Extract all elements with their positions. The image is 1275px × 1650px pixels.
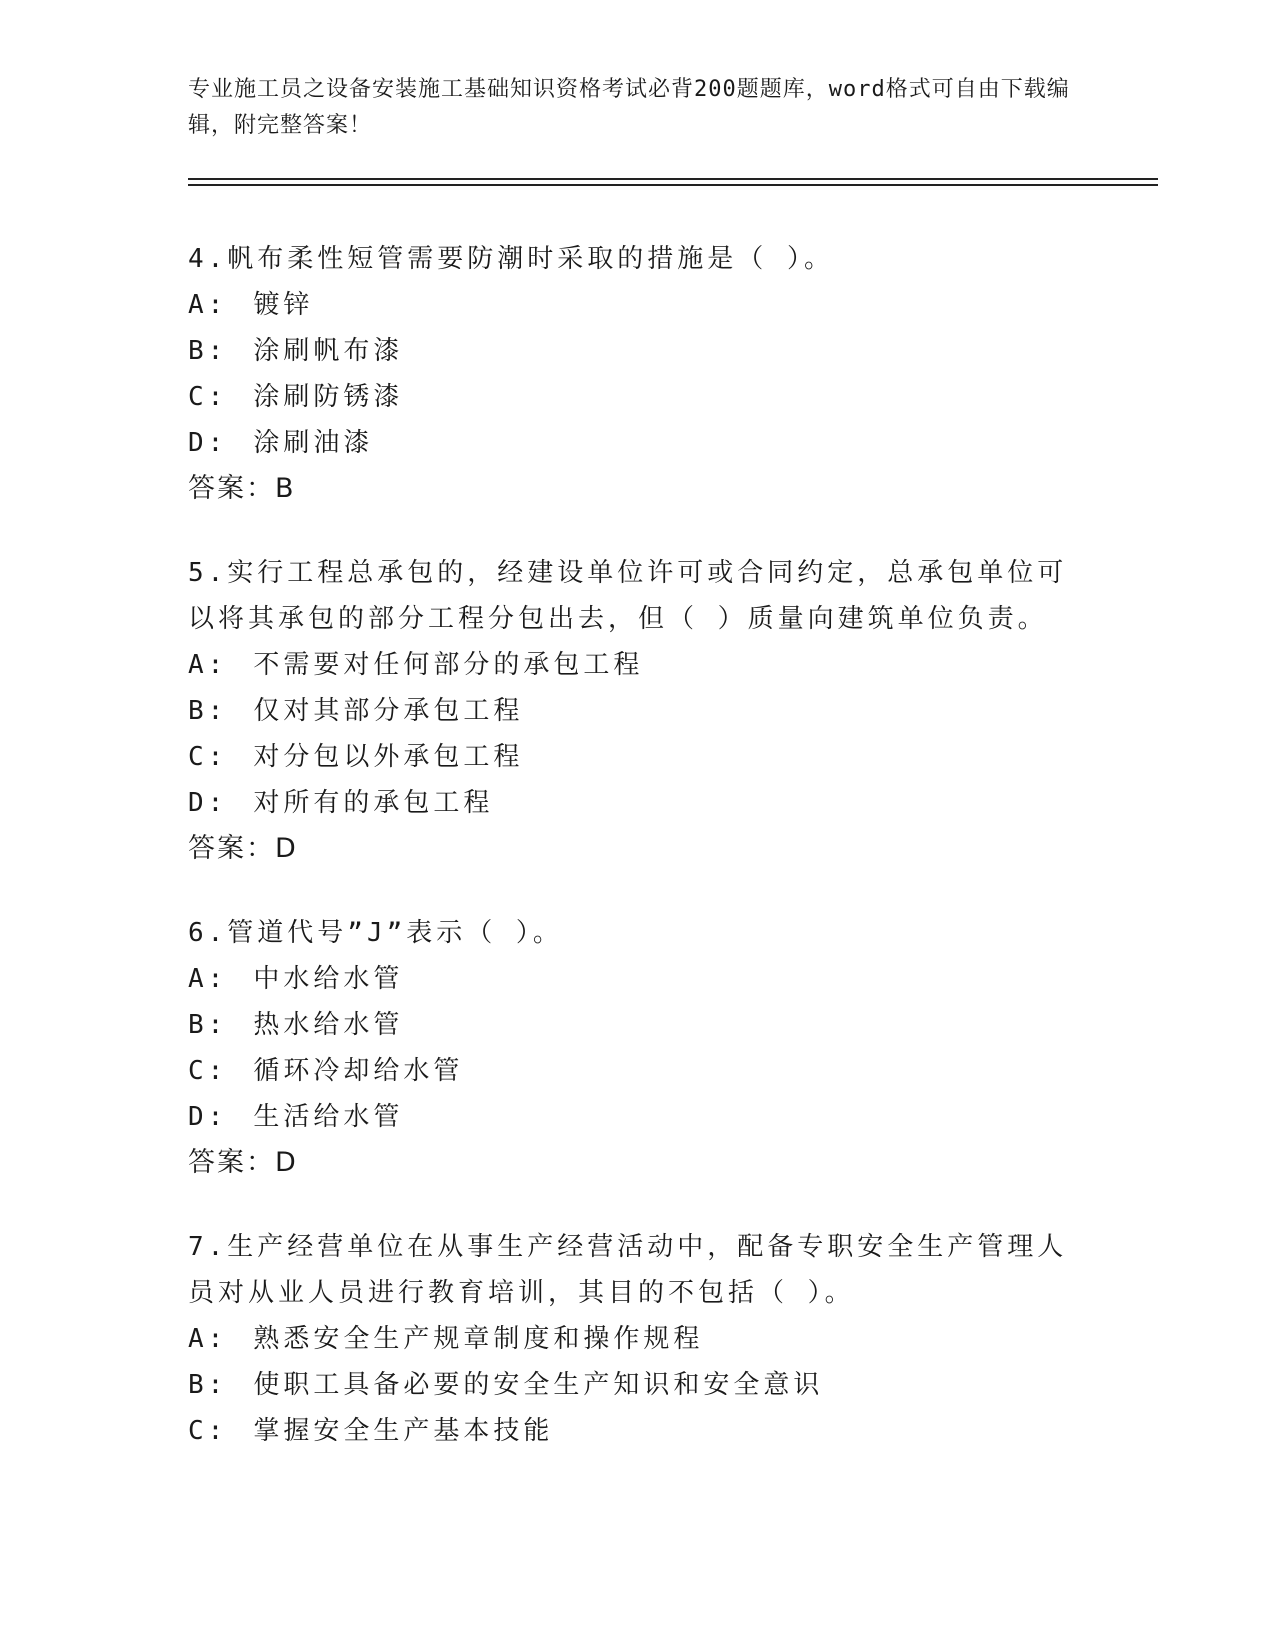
question-6 <box>188 910 1088 1186</box>
answer-line: 答案：D <box>188 1147 298 1178</box>
question-4 <box>188 236 1088 512</box>
answer-line: 答案：B <box>188 473 296 504</box>
option-text: 使职工具备必要的安全生产知识和安全意识 <box>253 1370 824 1400</box>
option-letter: A: <box>188 650 228 680</box>
option-letter: D: <box>188 1102 228 1132</box>
option-b <box>188 1362 1088 1408</box>
option-letter: A: <box>188 1324 228 1354</box>
option-c <box>188 1408 1088 1454</box>
question-text: 4.帆布柔性短管需要防潮时采取的措施是（ ）。 <box>188 244 834 274</box>
question-7 <box>188 1224 1088 1454</box>
answer-line: 答案：D <box>188 833 298 864</box>
question-text: 7.生产经营单位在从事生产经营活动中，配备专职安全生产管理人员对从业人员进行教育培训，其目的不包括（ ）。 <box>188 1232 1068 1308</box>
option-text: 仅对其部分承包工程 <box>253 696 524 726</box>
question-5 <box>188 550 1088 872</box>
option-letter: C: <box>188 1416 228 1446</box>
option-d <box>188 780 1088 826</box>
option-d <box>188 1094 1088 1140</box>
option-text: 中水给水管 <box>253 964 404 994</box>
option-b <box>188 1002 1088 1048</box>
option-text: 热水给水管 <box>253 1010 404 1040</box>
option-letter: C: <box>188 742 228 772</box>
option-letter: B: <box>188 1010 228 1040</box>
option-c <box>188 1048 1088 1094</box>
option-c <box>188 734 1088 780</box>
option-letter: C: <box>188 1056 228 1086</box>
option-a <box>188 956 1088 1002</box>
option-letter: B: <box>188 336 228 366</box>
option-a <box>188 282 1088 328</box>
question-list <box>188 236 1088 1492</box>
option-d <box>188 420 1088 466</box>
header-divider-top <box>188 178 1158 180</box>
option-letter: B: <box>188 1370 228 1400</box>
option-letter: C: <box>188 382 228 412</box>
option-text: 对所有的承包工程 <box>253 788 494 818</box>
option-text: 熟悉安全生产规章制度和操作规程 <box>253 1324 704 1354</box>
question-text: 5.实行工程总承包的，经建设单位许可或合同约定，总承包单位可以将其承包的部分工程分包出去，但（ ）质量向建筑单位负责。 <box>188 558 1068 634</box>
option-c <box>188 374 1088 420</box>
option-text: 涂刷防锈漆 <box>253 382 404 412</box>
header-divider-bottom <box>188 184 1158 186</box>
option-letter: A: <box>188 964 228 994</box>
option-text: 生活给水管 <box>253 1102 404 1132</box>
option-a <box>188 1316 1088 1362</box>
option-text: 不需要对任何部分的承包工程 <box>253 650 644 680</box>
option-letter: B: <box>188 696 228 726</box>
option-b <box>188 328 1088 374</box>
question-text: 6.管道代号”J”表示（ ）。 <box>188 918 563 948</box>
option-letter: D: <box>188 428 228 458</box>
option-a <box>188 642 1088 688</box>
option-b <box>188 688 1088 734</box>
option-text: 循环冷却给水管 <box>253 1056 464 1086</box>
option-letter: A: <box>188 290 228 320</box>
option-text: 涂刷帆布漆 <box>253 336 404 366</box>
option-text: 掌握安全生产基本技能 <box>253 1416 554 1446</box>
option-text: 镀锌 <box>253 290 314 320</box>
option-text: 对分包以外承包工程 <box>253 742 524 772</box>
option-letter: D: <box>188 788 228 818</box>
document-header: 专业施工员之设备安装施工基础知识资格考试必背200题题库，word格式可自由下载编辑，附完整答案！ <box>188 77 1070 138</box>
option-text: 涂刷油漆 <box>253 428 374 458</box>
